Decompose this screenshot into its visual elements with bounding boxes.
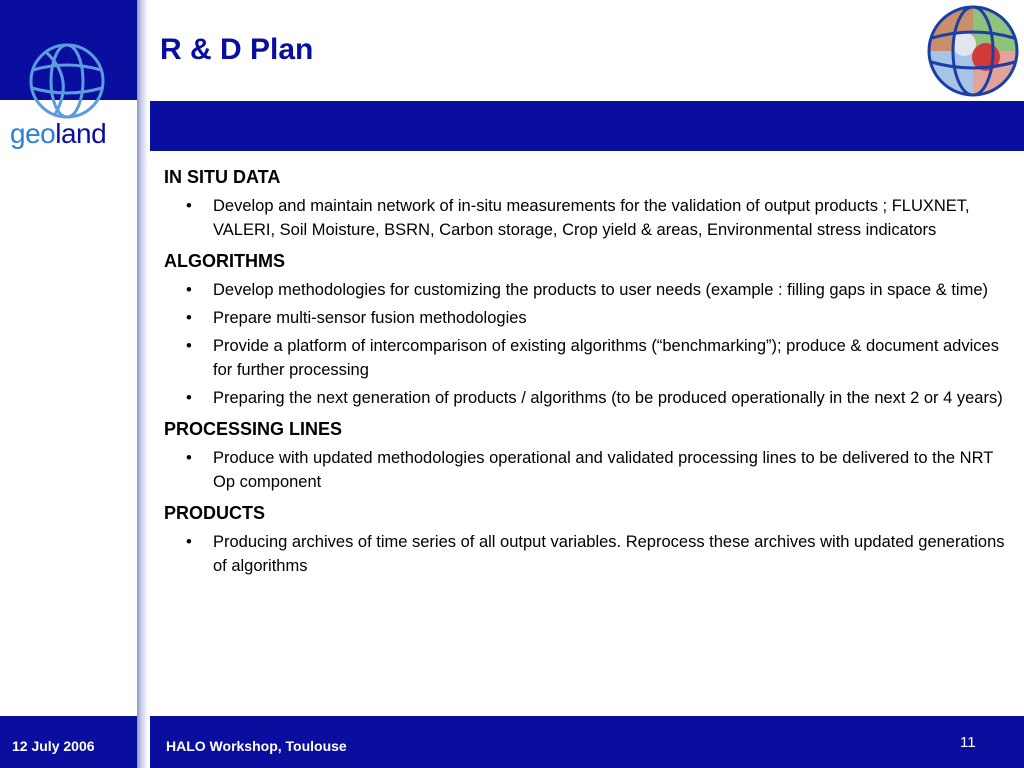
earth-globe-icon: [924, 2, 1022, 100]
sidebar-divider: [137, 0, 148, 768]
bullet-list: [164, 446, 1014, 494]
bullet-item: • Produce with updated methodologies operational and validated processing lines to be delivered to the NRT Op component: [164, 446, 1014, 494]
left-sidebar: [0, 0, 137, 768]
slide-title: R & D Plan: [160, 33, 314, 66]
bullet-list: [164, 194, 1014, 242]
slide-content: [164, 166, 1014, 586]
section-processing-lines: [164, 418, 1014, 494]
logo-land: land: [55, 118, 107, 149]
bullet-item: • Develop methodologies for customizing the products to user needs (example : filling gaps in space & time): [164, 278, 1014, 302]
logo-geo: geo: [10, 118, 56, 149]
section-algorithms: [164, 250, 1014, 410]
bullet-item: • Producing archives of time series of all output variables. Reprocess these archives with updated generations of algorithms: [164, 530, 1014, 578]
bullet-item: • Prepare multi-sensor fusion methodologies: [164, 306, 1014, 330]
bullet-item: • Preparing the next generation of products / algorithms (to be produced operationally in the next 2 or 4 years): [164, 386, 1014, 410]
bullet-list: [164, 278, 1014, 410]
section-in-situ-data: [164, 166, 1014, 242]
globe-wireframe-icon: [26, 40, 108, 122]
section-heading: PROCESSING LINES: [164, 419, 343, 439]
page-number: 11: [960, 734, 976, 751]
section-products: [164, 502, 1014, 578]
bullet-item: • Provide a platform of intercomparison of existing algorithms (“benchmarking”); produce & document advices for further processing: [164, 334, 1014, 382]
header-band: [150, 101, 1024, 151]
footer-event: HALO Workshop, Toulouse: [166, 738, 347, 754]
section-heading: IN SITU DATA: [164, 167, 281, 187]
footer-date: 12 July 2006: [12, 738, 95, 754]
bullet-list: [164, 530, 1014, 578]
geoland-logo-text: [10, 118, 106, 150]
bullet-item: • Develop and maintain network of in-situ measurements for the validation of output products ; FLUXNET, VALERI, Soil Moisture, BSRN, Carbon storage, Crop yield & areas, Environmental stress indicators: [164, 194, 1014, 242]
section-heading: PRODUCTS: [164, 503, 266, 523]
section-heading: ALGORITHMS: [164, 251, 285, 271]
